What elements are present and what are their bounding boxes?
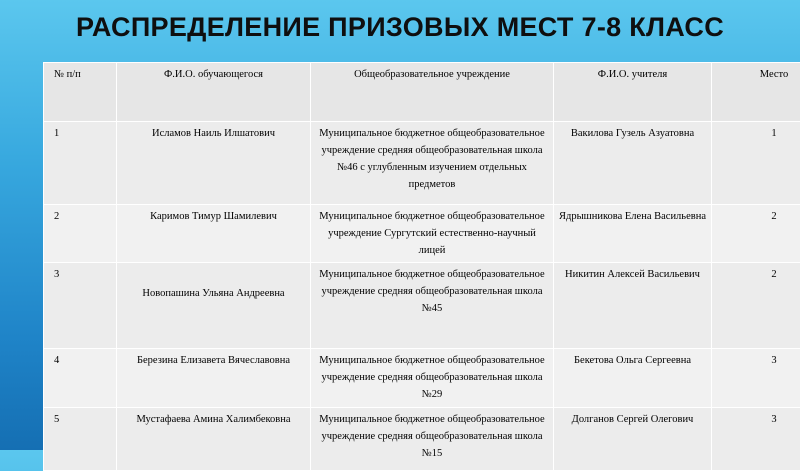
- cell-place: 1: [712, 122, 800, 205]
- cell-student-name: Мустафаева Амина Халимбековна: [117, 408, 311, 471]
- cell-student-name: Новопашина Ульяна Андреевна: [117, 263, 311, 349]
- cell-student-name: Каримов Тимур Шамилевич: [117, 205, 311, 263]
- results-table: [43, 62, 800, 471]
- cell-school: Муниципальное бюджетное общеобразовательное учреждение средняя общеобразовательная школа №15: [311, 408, 554, 471]
- cell-num: 2: [44, 205, 117, 263]
- cell-place: 3: [712, 349, 800, 408]
- slide-title: РАСПРЕДЕЛЕНИЕ ПРИЗОВЫХ МЕСТ 7-8 КЛАСС: [0, 12, 800, 43]
- header-place: Место: [712, 63, 800, 122]
- cell-student-name: Березина Елизавета Вячеславовна: [117, 349, 311, 408]
- cell-teacher: Вакилова Гузель Азуатовна: [554, 122, 712, 205]
- cell-school: Муниципальное бюджетное общеобразовательное учреждение средняя общеобразовательная школа №29: [311, 349, 554, 408]
- cell-school: Муниципальное бюджетное общеобразовательное учреждение средняя общеобразовательная школа №45: [311, 263, 554, 349]
- header-student-name: Ф.И.О. обучающегося: [117, 63, 311, 122]
- cell-teacher: Ядрышникова Елена Васильевна: [554, 205, 712, 263]
- cell-teacher: Никитин Алексей Васильевич: [554, 263, 712, 349]
- cell-place: 2: [712, 263, 800, 349]
- cell-teacher: Долганов Сергей Олегович: [554, 408, 712, 471]
- table-row: [44, 349, 800, 408]
- header-school: Общеобразовательное учреждение: [311, 63, 554, 122]
- cell-num: 3: [44, 263, 117, 349]
- cell-school: Муниципальное бюджетное общеобразовательное учреждение Сургутский естественно-научный лицей: [311, 205, 554, 263]
- cell-teacher: Бекетова Ольга Сергеевна: [554, 349, 712, 408]
- table-row: [44, 122, 800, 205]
- cell-place: 3: [712, 408, 800, 471]
- cell-num: 4: [44, 349, 117, 408]
- table-header-row: [44, 63, 800, 122]
- cell-place: 2: [712, 205, 800, 263]
- table-row: [44, 263, 800, 349]
- cell-num: 5: [44, 408, 117, 471]
- cell-num: 1: [44, 122, 117, 205]
- cell-school: Муниципальное бюджетное общеобразовательное учреждение средняя общеобразовательная школа №46 с углубленным изучением отдельных предметов: [311, 122, 554, 205]
- header-num: № п/п: [44, 63, 117, 122]
- table-row: [44, 408, 800, 471]
- table-row: [44, 205, 800, 263]
- cell-student-name: Исламов Наиль Илшатович: [117, 122, 311, 205]
- header-teacher: Ф.И.О. учителя: [554, 63, 712, 122]
- results-table-container: [43, 62, 776, 434]
